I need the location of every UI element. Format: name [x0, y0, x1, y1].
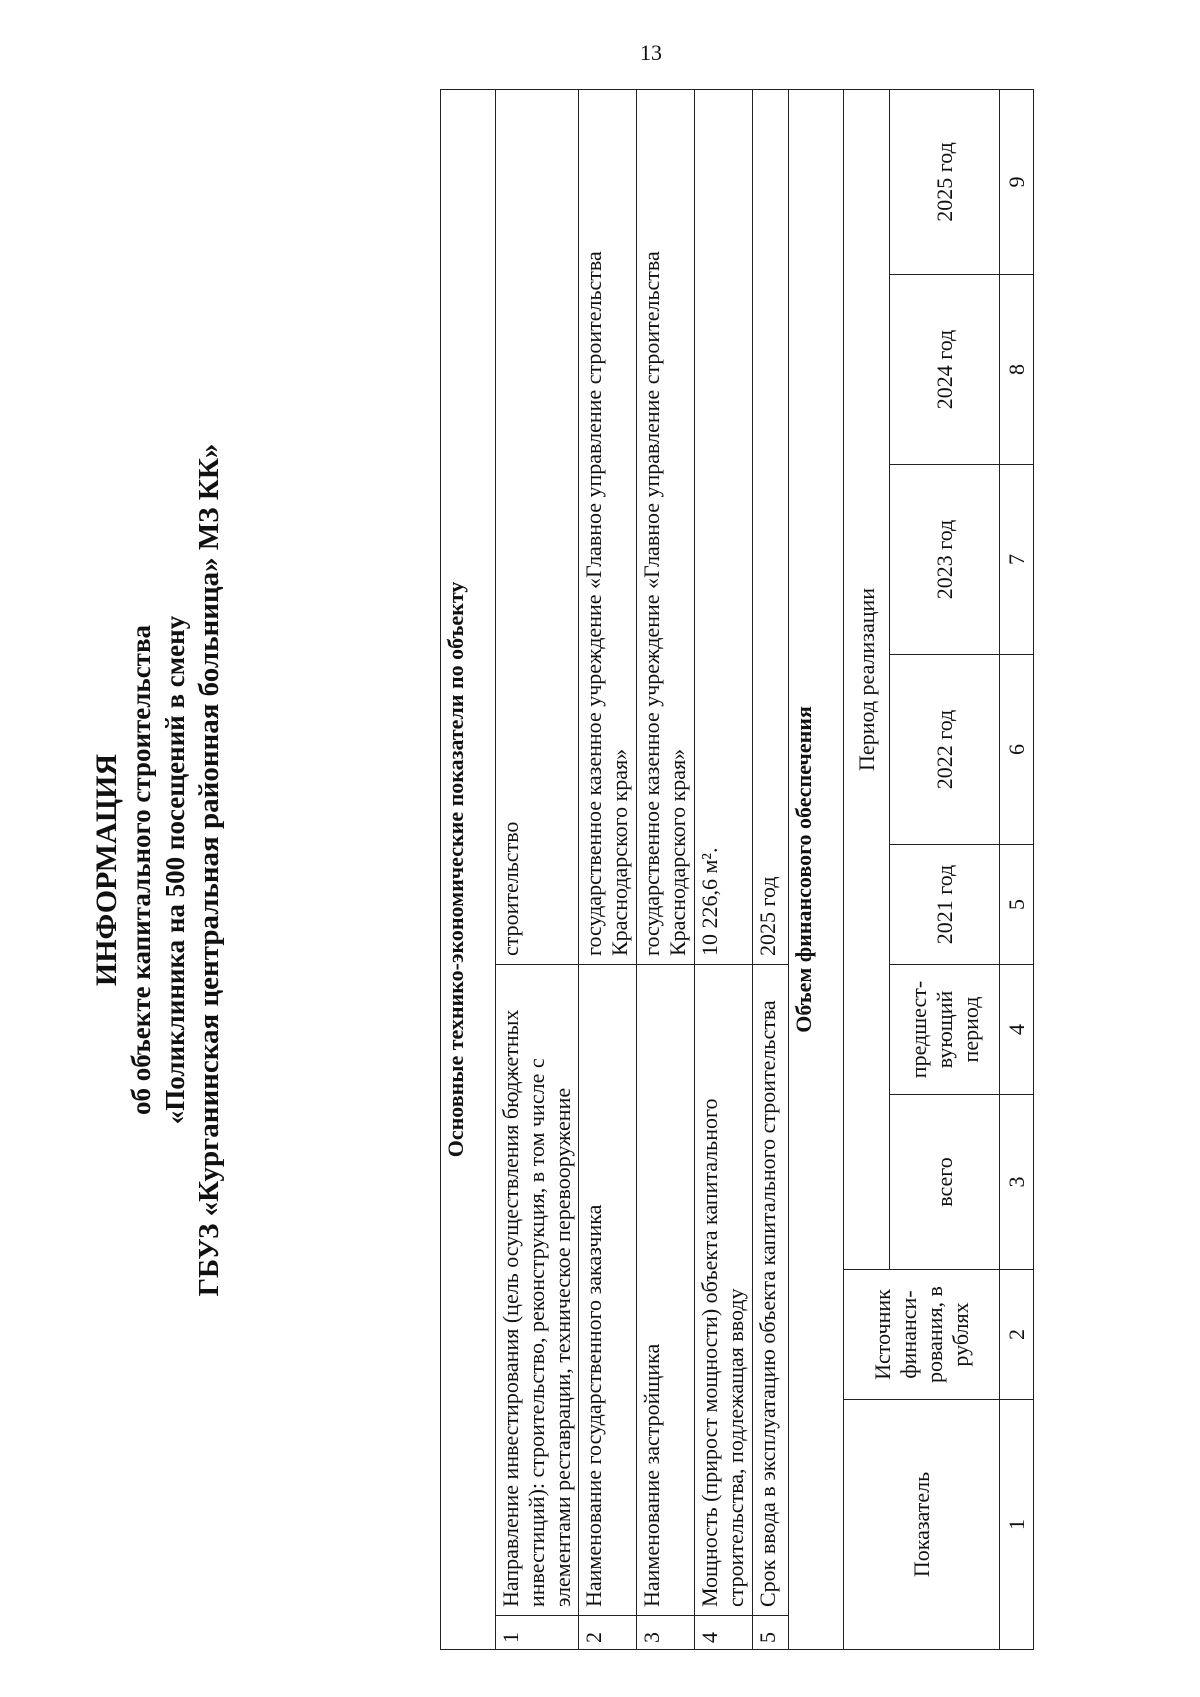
col-header-indicator: Показатель — [844, 1400, 1000, 1650]
col-header-2022: 2022 год — [890, 655, 1000, 845]
col-header-2023: 2023 год — [890, 465, 1000, 655]
column-number-row — [1000, 89, 1034, 1649]
row-number: 2 — [579, 1616, 637, 1650]
row-number: 4 — [695, 1616, 753, 1650]
table-row — [637, 89, 695, 1649]
col-number: 3 — [1000, 1095, 1034, 1270]
page-number: 13 — [640, 40, 662, 65]
row-number: 1 — [496, 1616, 579, 1650]
col-number: 8 — [1000, 275, 1034, 465]
row-label: Мощность (прирост мощности) объекта капитального строительства, подлежащая вводу — [695, 965, 753, 1616]
col-number: 5 — [1000, 845, 1034, 965]
col-number: 4 — [1000, 965, 1034, 1095]
col-number: 7 — [1000, 465, 1034, 655]
title-block — [90, 90, 226, 1650]
table-row — [579, 89, 637, 1649]
title-line-1: об объекте капитального строительства — [126, 624, 156, 1116]
row-value: 10 226,6 м². — [695, 89, 753, 964]
col-header-2021: 2021 год — [890, 845, 1000, 965]
row-value: 2025 год — [753, 89, 789, 964]
title-line-3: ГБУЗ «Курганинская центральная районная больница» МЗ КК» — [193, 443, 225, 1297]
row-value: строительство — [496, 89, 579, 964]
col-header-2024: 2024 год — [890, 275, 1000, 465]
section-finance-heading-row — [789, 89, 844, 1649]
col-number: 1 — [1000, 1400, 1034, 1650]
rotated-content — [90, 90, 1180, 1650]
row-value: государственное казенное учреждение «Главное управление строительства Краснодарского края» — [637, 89, 695, 964]
row-label: Направление инвестирования (цель осуществления бюджетных инвестиций): строительство, реконструкция, в том числе с элементами реставрации, техническое перевооружение — [496, 965, 579, 1616]
table-row — [695, 89, 753, 1649]
table-row — [753, 89, 789, 1649]
table-header-row — [844, 89, 890, 1649]
row-label: Срок ввода в эксплуатацию объекта капитального строительства — [753, 965, 789, 1616]
col-header-total: всего — [890, 1095, 1000, 1270]
col-number: 9 — [1000, 89, 1034, 274]
table-row — [496, 89, 579, 1649]
row-label: Наименование застройщика — [637, 965, 695, 1616]
col-header-period: Период реализации — [844, 89, 890, 1269]
section-tech-heading-row — [441, 89, 496, 1649]
col-number: 2 — [1000, 1270, 1034, 1400]
section-tech-heading: Основные технико-экономические показатели по объекту — [441, 89, 496, 1649]
col-header-source: Источник финанси-рования, в рублях — [844, 1270, 1000, 1400]
row-number: 5 — [753, 1616, 789, 1650]
col-header-2025: 2025 год — [890, 89, 1000, 274]
title-line-2: «Поликлиника на 500 посещений в смену — [160, 615, 190, 1125]
row-number: 3 — [637, 1616, 695, 1650]
document-title: ИНФОРМАЦИЯ — [90, 753, 123, 987]
row-value: государственное казенное учреждение «Главное управление строительства Краснодарского края» — [579, 89, 637, 964]
section-finance-heading: Объем финансового обеспечения — [789, 89, 844, 1649]
col-header-previous: предшест-вующий период — [890, 965, 1000, 1095]
info-table — [440, 89, 1034, 1650]
col-number: 6 — [1000, 655, 1034, 845]
row-label: Наименование государственного заказчика — [579, 965, 637, 1616]
